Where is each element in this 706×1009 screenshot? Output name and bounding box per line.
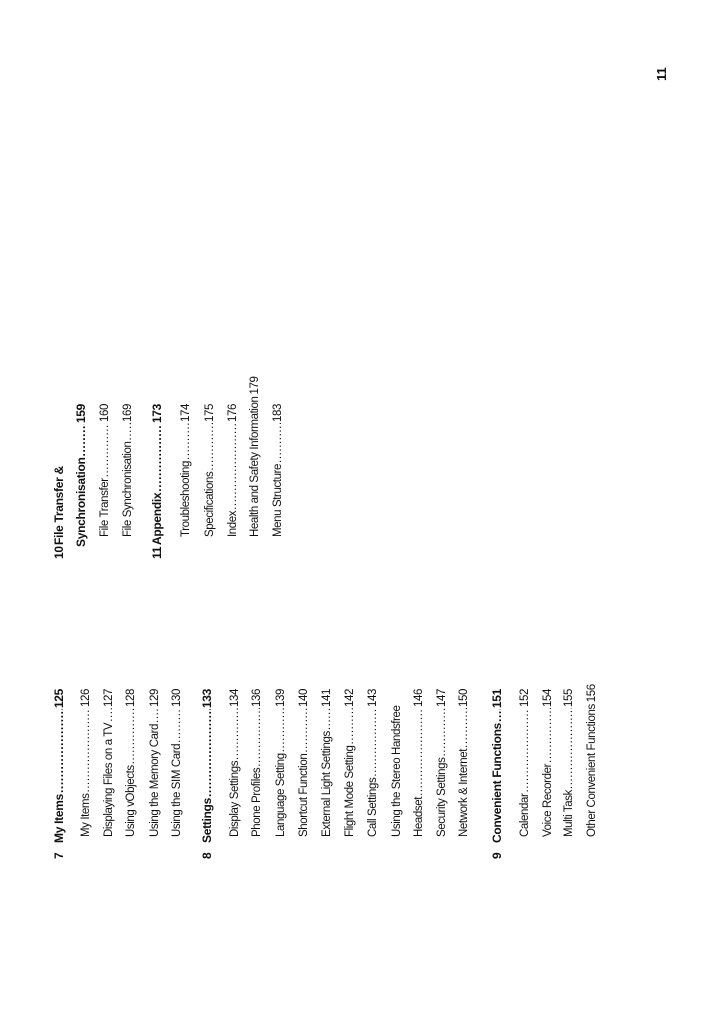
entry-title: Phone Profiles <box>251 767 263 837</box>
entry-title: Voice Recorder <box>542 763 554 837</box>
leader-dots <box>98 423 112 477</box>
page-ref: 143 <box>367 689 379 707</box>
toc-entry[interactable] <box>585 684 599 837</box>
page-ref: 134 <box>229 689 241 707</box>
entry-title: Headset <box>413 796 425 837</box>
toc-entry[interactable] <box>366 689 380 837</box>
entry-title: File Transfer <box>99 478 111 537</box>
leader-dots <box>203 423 217 471</box>
page-ref: 174 <box>180 404 192 422</box>
chapter-title: Settings <box>200 798 214 843</box>
page-ref: 175 <box>204 404 216 422</box>
page-ref: 156 <box>586 684 598 703</box>
entry-title: Index <box>227 510 239 537</box>
chapter-title: File Transfer & <box>52 466 66 545</box>
toc-entry[interactable] <box>228 689 242 837</box>
entry-title: Other Convenient Functions <box>586 704 598 837</box>
toc-entry[interactable] <box>98 404 112 537</box>
toc-entry[interactable] <box>170 689 184 837</box>
page-ref: 142 <box>344 689 356 707</box>
leader-dots <box>297 708 311 753</box>
toc-entry[interactable] <box>203 404 217 537</box>
page-ref: 146 <box>413 689 425 707</box>
leader-dots <box>412 708 426 796</box>
entry-title: Multi Task <box>563 790 575 837</box>
page-ref: 150 <box>458 689 470 707</box>
leader-dots <box>457 708 471 748</box>
leader-dots <box>52 709 66 793</box>
page-ref: 140 <box>298 689 310 707</box>
leader-dots <box>74 424 88 456</box>
entry-title: External Light Settings <box>321 731 333 837</box>
entry-title: Flight Mode Setting <box>344 745 356 837</box>
chapter-number: 9 <box>490 852 504 859</box>
chapter-number: 7 <box>52 852 66 859</box>
toc-chapter-entry[interactable] <box>200 689 214 859</box>
entry-title: Display Settings <box>229 760 241 837</box>
entry-title: Security Settings <box>436 757 448 837</box>
toc-entry[interactable] <box>79 689 93 837</box>
page-ref: 151 <box>490 689 504 709</box>
leader-dots <box>148 708 162 723</box>
entry-title: Menu Structure <box>272 463 284 537</box>
entry-title: File Synchronisation <box>122 441 134 537</box>
page-ref: 179 <box>249 376 261 395</box>
page-ref: 152 <box>519 689 531 707</box>
toc-entry[interactable] <box>248 376 262 537</box>
toc-entry[interactable] <box>435 689 449 837</box>
toc-chapter-entry[interactable] <box>74 404 88 547</box>
entry-title: Network & Internet <box>458 748 470 837</box>
toc-entry[interactable] <box>124 689 138 837</box>
leader-dots <box>179 423 193 460</box>
toc-entry[interactable] <box>320 689 334 837</box>
leader-dots <box>562 708 576 789</box>
leader-dots <box>121 423 135 440</box>
page-ref: 160 <box>99 404 111 422</box>
toc-entry[interactable] <box>274 689 288 837</box>
toc-entry[interactable] <box>121 404 135 537</box>
toc-entry[interactable] <box>412 689 426 837</box>
page-ref: 169 <box>122 404 134 422</box>
leader-dots <box>366 708 380 777</box>
entry-title: Displaying Files on a TV <box>103 722 115 837</box>
toc-entry[interactable] <box>562 689 576 837</box>
leader-dots <box>541 708 555 763</box>
leader-dots <box>250 708 264 767</box>
page-ref: 176 <box>227 404 239 422</box>
page-ref: 125 <box>52 689 66 709</box>
page-ref: 127 <box>103 689 115 707</box>
leader-dots <box>102 708 116 722</box>
toc-entry[interactable] <box>226 404 240 537</box>
page-ref: 183 <box>272 404 284 422</box>
entry-title: Shortcut Function <box>298 753 310 837</box>
page-ref: 128 <box>125 689 137 707</box>
leader-dots <box>170 708 184 743</box>
entry-title: Using the Stereo Handsfree <box>391 705 403 837</box>
chapter-title: Convenient Functions <box>490 722 504 843</box>
page-ref: 155 <box>563 689 575 707</box>
page-ref: 129 <box>149 689 161 707</box>
page-ref: 159 <box>74 404 88 424</box>
toc-chapter-entry[interactable] <box>150 404 164 559</box>
entry-title: Specifications <box>204 471 216 537</box>
chapter-title: My Items <box>52 794 66 843</box>
entry-title: Call Settings <box>367 777 379 837</box>
toc-chapter-entry[interactable] <box>490 689 504 859</box>
page-ref: 130 <box>171 689 183 707</box>
entry-title: Calendar <box>519 793 531 837</box>
chapter-number: 10 <box>52 546 66 559</box>
toc-entry[interactable] <box>271 404 285 537</box>
leader-dots <box>274 708 288 752</box>
leader-dots <box>320 708 334 730</box>
leader-dots <box>200 709 214 797</box>
chapter-number: 11 <box>150 546 164 559</box>
leader-dots <box>343 708 357 745</box>
toc-entry[interactable] <box>390 689 404 837</box>
leader-dots <box>150 424 164 492</box>
leader-dots <box>228 708 242 760</box>
leader-dots <box>226 423 240 510</box>
toc-entry[interactable] <box>457 689 471 837</box>
chapter-number: 8 <box>200 852 214 859</box>
page-ref: 139 <box>275 689 287 707</box>
entry-title: Troubleshooting <box>180 460 192 537</box>
page-ref: 136 <box>251 689 263 707</box>
leader-dots <box>490 709 504 722</box>
leader-dots <box>435 708 449 757</box>
entry-title: My Items <box>80 793 92 837</box>
page-number: 11 <box>654 67 669 81</box>
toc-chapter-entry[interactable] <box>52 689 66 859</box>
page-ref: 126 <box>80 689 92 707</box>
entry-title: Using the Memory Card <box>149 723 161 837</box>
chapter-title: Appendix <box>150 492 164 545</box>
entry-title: Using the SIM Card <box>171 743 183 837</box>
toc-entry[interactable] <box>148 689 162 837</box>
page-ref: 147 <box>436 689 448 707</box>
entry-title: Language Setting <box>275 753 287 837</box>
toc-entry[interactable] <box>250 689 264 837</box>
page-ref: 133 <box>200 689 214 709</box>
toc-entry[interactable] <box>297 689 311 837</box>
page-ref: 173 <box>150 404 164 424</box>
toc-chapter-entry[interactable] <box>52 404 66 559</box>
toc-entry[interactable] <box>179 404 193 537</box>
page-ref: 154 <box>542 689 554 707</box>
entry-title: Health and Safety Information <box>249 396 261 537</box>
toc-entry[interactable] <box>343 689 357 837</box>
toc-entry[interactable] <box>102 689 116 837</box>
leader-dots <box>518 708 532 793</box>
toc-entry[interactable] <box>518 689 532 837</box>
toc-entry[interactable] <box>541 689 555 837</box>
leader-dots <box>124 708 138 764</box>
page-ref: 141 <box>321 689 333 707</box>
leader-dots <box>271 423 285 463</box>
entry-title: Using vObjects <box>125 765 137 837</box>
leader-dots <box>79 708 93 793</box>
chapter-title: Synchronisation <box>74 457 88 547</box>
